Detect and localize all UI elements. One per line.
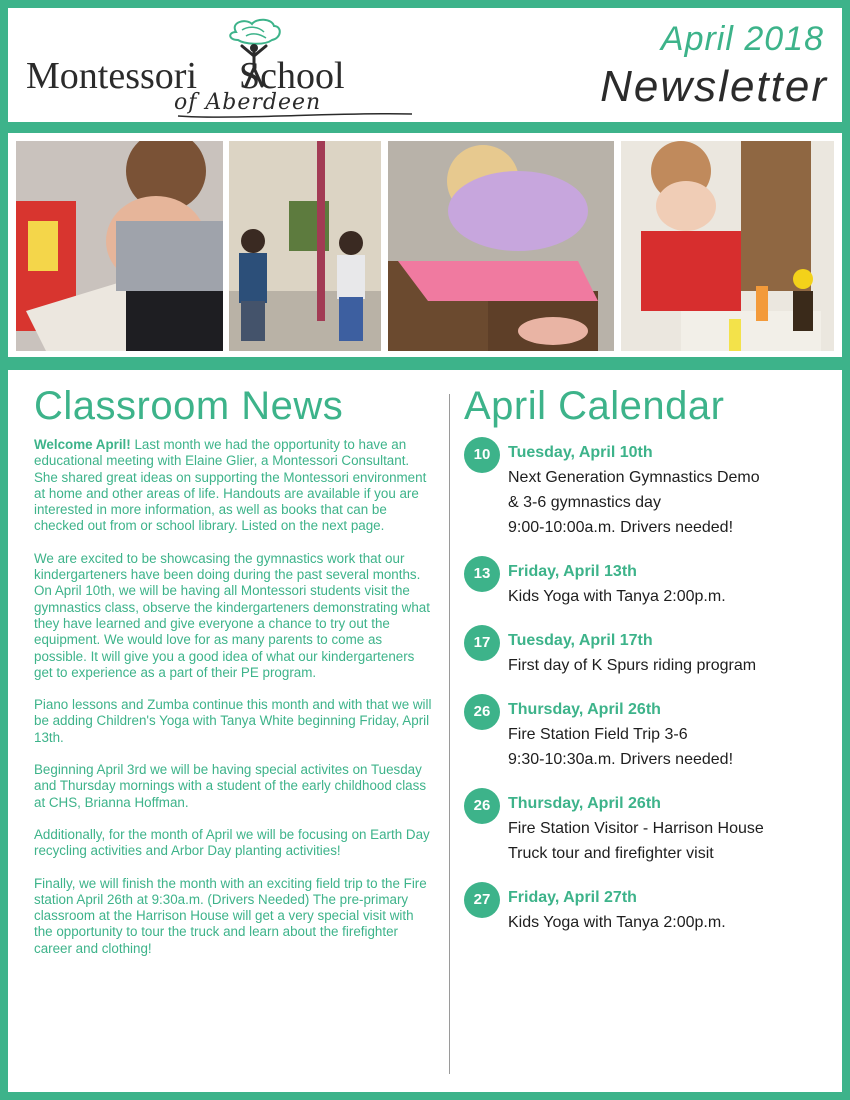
event-detail: Fire Station Visitor - Harrison House (508, 820, 764, 837)
news-paragraph (34, 437, 434, 535)
photo-student-writing (16, 141, 223, 351)
calendar-event (464, 882, 834, 935)
event-day-badge: 26 (464, 694, 500, 730)
event-day-badge: 10 (464, 437, 500, 473)
event-detail: & 3-6 gymnastics day (508, 494, 661, 511)
news-paragraph: We are excited to be showcasing the gymnastics work that our kindergarteners have been doing during the past several months. On April 10th, we will be having all Montessori students visit the gymnastics class, observe the kindergarteners demonstrating what they have learned and give everyone a chance to try out the equipment. We would love for as many parents to come as possible. It will give you a good idea of what our kindergarteners get to experience as a part of their PE program. (34, 550, 430, 680)
header-panel (8, 8, 842, 122)
column-divider (449, 394, 450, 1074)
content-panel (8, 370, 842, 1092)
event-detail: Kids Yoga with Tanya 2:00p.m. (508, 914, 726, 931)
classroom-news-heading: Classroom News (34, 384, 344, 428)
event-day-badge: 17 (464, 625, 500, 661)
logo-word-school: School (239, 55, 345, 97)
event-date: Thursday, April 26th (508, 795, 661, 812)
calendar-event (464, 556, 834, 609)
photo-two-boys (229, 141, 381, 351)
issue-date: April 2018 (660, 20, 824, 58)
event-detail: Kids Yoga with Tanya 2:00p.m. (508, 588, 726, 605)
welcome-lead: Welcome April! (34, 437, 131, 452)
news-paragraph: Finally, we will finish the month with an exciting field trip to the Fire station April 26th at 9:30a.m. (Drivers Needed) The pre-primary classroom at the Harrison House will get a very special visit with the opportunity to tour the truck and learn about the firefighter career and clothing! (34, 875, 427, 956)
news-paragraph: Beginning April 3rd we will be having special activites on Tuesday and Thursday mornings with a student of the early childhood class at CHS, Brianna Hoffman. (34, 762, 427, 810)
calendar-event (464, 437, 834, 540)
classroom-news-section (34, 384, 434, 973)
calendar-events (464, 437, 834, 935)
logo-word-montessori: Montessori (26, 55, 197, 97)
logo-subtitle: of Aberdeen (174, 90, 322, 115)
event-detail: First day of K Spurs riding program (508, 657, 757, 674)
calendar-heading: April Calendar (464, 384, 725, 428)
event-detail: Fire Station Field Trip 3-6 (508, 726, 688, 743)
news-paragraph: Additionally, for the month of April we will be focusing on Earth Day recycling activities and Arbor Day planting activities! (34, 826, 430, 859)
event-date: Thursday, April 26th (508, 701, 661, 718)
april-calendar-section (464, 384, 834, 951)
event-date: Friday, April 27th (508, 889, 637, 906)
event-day-badge: 13 (464, 556, 500, 592)
event-date: Tuesday, April 10th (508, 444, 653, 461)
calendar-event (464, 788, 834, 866)
event-detail: 9:30-10:30a.m. Drivers needed! (508, 751, 734, 768)
event-date: Friday, April 13th (508, 563, 637, 580)
event-detail: Next Generation Gymnastics Demo (508, 469, 760, 486)
event-day-badge: 27 (464, 882, 500, 918)
event-day-badge: 26 (464, 788, 500, 824)
event-date: Tuesday, April 17th (508, 632, 653, 649)
welcome-body: Last month we had the opportunity to have an educational meeting with Elaine Glier, a Montessori Consultant. She shared great ideas on supporting the Montessori environment at home and other areas of life. Handouts are available if you are interested in more information, as well as books that can be checked out from or school library. Listed on the next page. (34, 437, 427, 534)
news-paragraph: Piano lessons and Zumba continue this month and with that we will be adding Children's Yoga with Tanya White beginning Friday, April 13th. (34, 697, 432, 745)
photo-girl-pink-tower (388, 141, 614, 351)
school-logo (26, 18, 416, 118)
calendar-event (464, 625, 834, 678)
photo-strip (8, 133, 842, 357)
photo-boy-pouring (621, 141, 834, 351)
event-detail: 9:00-10:00a.m. Drivers needed! (508, 519, 734, 536)
logo-swash-decoration (176, 100, 416, 120)
calendar-event (464, 694, 834, 772)
event-detail: Truck tour and firefighter visit (508, 845, 714, 862)
newsletter-title: Newsletter (600, 62, 828, 111)
